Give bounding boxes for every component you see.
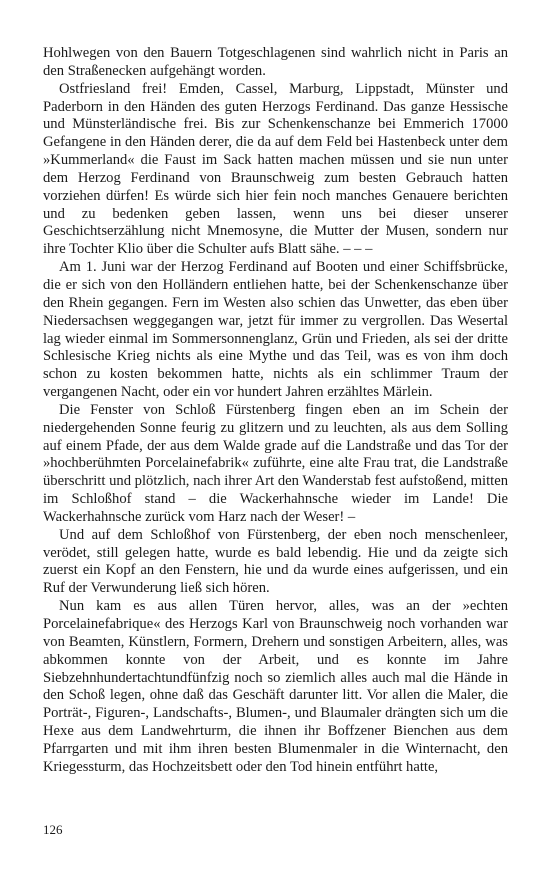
paragraph-5: Und auf dem Schloßhof von Fürstenberg, der eben noch menschenleer, verödet, still gelegen hatte, wurde es bald lebendig. Hie und da zeigte sich zuerst ein Kopf an den Fenstern, hie und da wurde eines aufgerissen, und ein Ruf der Verwunderung ließ sich hören. xyxy=(43,526,508,597)
paragraph-4: Die Fenster von Schloß Fürstenberg fingen eben an im Schein der niedergehenden Sonne feurig zu glitzern und zu leuchten, als aus dem Solling auf einem Pfade, der aus dem Walde grade auf die Landstraße und das Tor der »hochberühmten Porcelainefabrik« zuführte, eine alte Frau trat, die Landstraße überschritt und plötzlich, nach ihrer Art den Wanderstab fest aufstoßend, mitten im Schloßhof stand – die Wackerhahnsche wieder im Lande! Die Wackerhahnsche zurück vom Harz nach der Weser! – xyxy=(43,401,508,525)
paragraph-3: Am 1. Juni war der Herzog Ferdinand auf Booten und einer Schiffsbrücke, die er sich von den Holländern entliehen hatte, bei der Schenkenschanze über den Rhein gegangen. Fern im Westen also schien das Unwetter, das eben über Niedersachsen weggegangen war, jetzt für immer zu vergrollen. Das Wesertal lag wieder einmal im Sommersonnenglanz, Grün und Frieden, als sei der dritte Schlesische Krieg nichts als eine Mythe und das Teil, was es von ihm doch schon zu kosten bekommen hatte, nichts als ein schlimmer Traum der vergangenen Nacht, oder ein vor hundert Jahren erzähltes Märlein. xyxy=(43,259,508,401)
paragraph-2: Ostfriesland frei! Emden, Cassel, Marburg, Lippstadt, Münster und Paderborn in den Händen des guten Herzogs Ferdinand. Das ganze Hessische und Münsterländische frei. Bis zur Schenkenschanze bei Emmerich 17000 Gefangene in den Händen derer, die da auf dem Feld bei Hastenbeck unter dem »Kummerland« die Faust im Sack hatten machen müssen und sie nun unter dem Herzog Ferdinand von Braunschweig zum besten Gebrauch hatten vorziehen dürfen! Es würde sich hier fein noch manches Genauere berichten und zu bedenken geben lassen, wenn uns bei dieser unserer Geschichtserzählung nicht Mnemosyne, die Mutter der Musen, sondern nur ihre Tochter Klio über die Schulter aufs Blatt sähe. – – – xyxy=(43,80,508,258)
page-number: 126 xyxy=(43,822,63,837)
text-page xyxy=(43,45,508,777)
paragraph-1: Hohlwegen von den Bauern Totgeschlagenen sind wahrlich nicht in Paris an den Straßenecken aufgehängt worden. xyxy=(43,45,508,79)
paragraph-6: Nun kam es aus allen Türen hervor, alles, was an der »echten Porcelainefabrique« des Herzogs Karl von Braunschweig noch vorhanden war von Beamten, Künstlern, Formern, Drehern und sonstigen Arbeitern, alles, was abkommen konnte von der Arbeit, und es konnte im Jahre Siebzehnhundertachtundfünfzig noch so ziemlich alles auch mal die Hände in den Schoß legen, ohne daß das Geschäft darunter litt. Vor allen die Maler, die Porträt-, Figuren-, Landschafts-, Blumen-, und Blaumaler drängten sich um die Hexe aus dem Landwehrturm, die ihnen ihr Boffzener Bienchen aus dem Pfarrgarten und mit ihm ihren besten Blumenmaler in die Winternacht, den Kriegessturm, das Hochzeitsbett oder den Tod hinein entführt hatte, xyxy=(43,598,508,775)
